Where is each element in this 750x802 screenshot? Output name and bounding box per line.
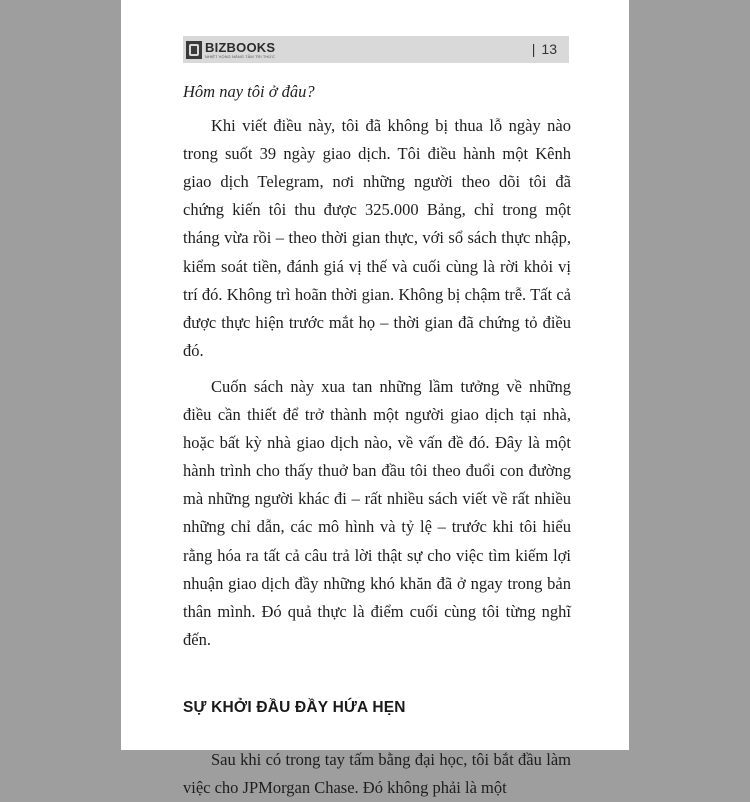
publisher-logo <box>186 39 275 60</box>
paragraph: Sau khi có trong tay tấm bằng đại học, tôi bắt đầu làm việc cho JPMorgan Chase. Đó không phải là một <box>183 749 571 798</box>
paragraph: Khi viết điều này, tôi đã không bị thua lỗ ngày nào trong suốt 39 ngày giao dịch. Tôi điều hành một Kênh giao dịch Telegram, nơi những người theo dõi tôi đã chứng kiến tôi thu được 325.000 Bảng, chỉ trong một tháng vừa rồi – theo thời gian thực, với sổ sách thực nhập, kiểm soát tiền, đánh giá vị thế và cuối cùng là rời khỏi vị trí đó. Không trì hoãn thời gian. Không bị chậm trễ. Tất cả được thực hiện trước mắt họ – thời gian đã chứng tỏ điều đó. <box>183 116 571 360</box>
italic-question: Hôm nay tôi ở đâu? <box>183 82 315 101</box>
page-body <box>183 78 571 802</box>
book-page <box>121 0 629 798</box>
page-number <box>532 41 557 57</box>
logo-tagline: NHIỆT VỌNG NÂNG TẦM TRI THỨC <box>205 53 275 59</box>
running-header <box>183 36 569 63</box>
book-icon <box>186 41 202 59</box>
section-heading: SỰ KHỞI ĐẦU ĐẦY HỨA HẸN <box>183 698 406 716</box>
paragraph: Cuốn sách này xua tan những lầm tưởng về những điều cần thiết để trở thành một người giao dịch tại nhà, hoặc bất kỳ nhà giao dịch nào, về vấn đề đó. Đây là một hành trình cho thấy thuở ban đầu tôi theo đuổi con đường mà những người khác đi – rất nhiều sách viết về rất nhiều những chỉ dẫn, các mô hình và tỷ lệ – trước khi tôi hiểu rằng hóa ra tất cả câu trả lời thật sự cho việc tìm kiếm lợi nhuận giao dịch đầy những khó khăn đã ở ngay trong bản thân mình. Đó quả thực là điểm cuối cùng tôi từng nghĩ đến. <box>183 376 571 649</box>
logo-name: BIZBOOKS <box>205 39 276 55</box>
page-number-value: 13 <box>541 41 557 57</box>
page-number-separator: | <box>531 41 536 57</box>
